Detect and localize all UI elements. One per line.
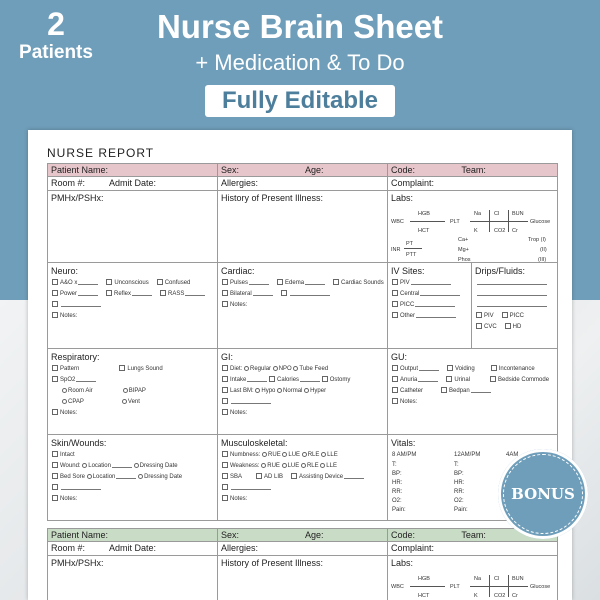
- cardiac-edema: Edema: [285, 280, 305, 286]
- team-label-2: Team:: [461, 530, 486, 540]
- history-row-2: [48, 556, 558, 600]
- lab-co2: CO2: [494, 228, 506, 234]
- gu-incontinence: Incontenance: [498, 366, 535, 372]
- patient-count-label: Patients: [19, 42, 93, 63]
- patient-name-field[interactable]: Patient Name:: [48, 164, 218, 177]
- gu-notes: Notes:: [400, 399, 418, 405]
- radio-icon[interactable]: [321, 452, 326, 457]
- resp-pattern: Pattern: [60, 366, 80, 372]
- patient-header-row: [48, 164, 558, 177]
- assessment-row-3: [48, 435, 558, 521]
- msk-numbness: Numbness:: [230, 452, 261, 458]
- lab-trop: Trop (I): [528, 237, 546, 243]
- labs-fishbone-diagram: [388, 204, 557, 263]
- drips-piv: PIV: [484, 313, 494, 319]
- gu-catheter: Catheter: [400, 388, 424, 394]
- msk-notes: Notes:: [230, 496, 248, 502]
- radio-icon[interactable]: [304, 388, 309, 393]
- checkbox-icon[interactable]: [222, 365, 228, 371]
- room-row-2: [48, 542, 558, 556]
- sex-label: Sex:: [221, 165, 240, 175]
- checkbox-icon[interactable]: [52, 484, 58, 490]
- gu-voiding: Voiding: [455, 366, 475, 372]
- checkbox-icon[interactable]: [322, 376, 328, 382]
- team-label: Team:: [461, 165, 486, 175]
- lab-na: Na: [474, 211, 482, 217]
- neuro-reflex: Reflex: [114, 291, 132, 297]
- gu-anuria: Anuria: [400, 377, 418, 383]
- gu-output: Output: [400, 366, 419, 372]
- cardiac-bilateral: Bilateral: [230, 291, 252, 297]
- checkbox-icon[interactable]: [222, 495, 228, 501]
- checkbox-icon[interactable]: [291, 473, 297, 479]
- skin-dressing-date-2: Dressing Date: [144, 474, 183, 480]
- vitals-title: Vitals:: [391, 438, 416, 448]
- checkbox-icon[interactable]: [441, 387, 447, 393]
- patient-count: 2: [47, 6, 65, 42]
- admit-date-label: Admit Date:: [109, 178, 157, 188]
- iv-picc: PICC: [400, 302, 415, 308]
- lab-inr: INR: [391, 247, 401, 253]
- checkbox-icon[interactable]: [157, 279, 163, 285]
- checkbox-icon[interactable]: [505, 323, 511, 329]
- patient-name-field-2[interactable]: Patient Name:: [48, 529, 218, 542]
- checkbox-icon[interactable]: [222, 473, 228, 479]
- checkbox-icon[interactable]: [222, 398, 228, 404]
- hpi-label-2: History of Present Illness:: [221, 558, 324, 568]
- resp-room-air: Room Air: [68, 388, 93, 394]
- iv-other: Other: [400, 313, 416, 319]
- skin-bed-sore: Bed Sore: [60, 474, 86, 480]
- gu-bedside: Bedside Commode: [498, 377, 550, 383]
- nurse-report-sheet: [28, 130, 572, 600]
- neuro-title: Neuro:: [51, 266, 79, 276]
- radio-icon[interactable]: [134, 463, 139, 468]
- checkbox-icon[interactable]: [222, 409, 228, 415]
- msk-title: Musculoskeletal:: [221, 438, 288, 448]
- checkbox-icon[interactable]: [476, 312, 482, 318]
- iv-sites-section[interactable]: [388, 263, 472, 349]
- gi-last-bm: Last BM:: [230, 388, 254, 394]
- msk-lle-2: LLE: [326, 463, 337, 469]
- assessment-row-2: [48, 349, 558, 435]
- lab-bun: BUN: [512, 211, 524, 217]
- lab-wbc-2: WBC: [391, 584, 404, 590]
- labs-field[interactable]: [388, 191, 558, 263]
- vitals-row-label: BP:: [392, 471, 402, 477]
- vitals-row-label: BP:: [454, 471, 464, 477]
- allergies-field[interactable]: Allergies:: [218, 177, 388, 191]
- gi-normal: Normal: [283, 388, 303, 394]
- radio-icon[interactable]: [293, 366, 298, 371]
- cardiac-section[interactable]: [218, 263, 388, 349]
- checkbox-icon[interactable]: [222, 301, 228, 307]
- vitals-row-label: O2:: [392, 498, 402, 504]
- room-label: Room #:: [51, 178, 86, 188]
- drips-section[interactable]: [472, 263, 558, 349]
- bonus-label: BONUS: [511, 485, 575, 503]
- neuro-unconscious: Unconscious: [114, 280, 149, 286]
- checkbox-icon[interactable]: [52, 290, 58, 296]
- msk-section[interactable]: [218, 435, 388, 521]
- vitals-row-label: HR:: [392, 480, 403, 486]
- patient-2-table: [47, 528, 558, 600]
- checkbox-icon[interactable]: [52, 365, 58, 371]
- radio-icon[interactable]: [282, 463, 287, 468]
- lab-ptt: PTT: [406, 252, 417, 258]
- radio-icon[interactable]: [87, 474, 92, 479]
- radio-icon[interactable]: [62, 388, 67, 393]
- radio-icon[interactable]: [255, 388, 260, 393]
- lab-plt-2: PLT: [450, 584, 460, 590]
- sex-age-field-2[interactable]: [218, 529, 388, 542]
- checkbox-icon[interactable]: [392, 387, 398, 393]
- radio-icon[interactable]: [301, 463, 306, 468]
- hpi-field-2[interactable]: [218, 556, 388, 600]
- labs-fishbone-diagram-2: [388, 569, 557, 600]
- vitals-row-label: RR:: [392, 489, 403, 495]
- history-row: [48, 191, 558, 263]
- radio-icon[interactable]: [244, 366, 249, 371]
- cardiac-title: Cardiac:: [221, 266, 255, 276]
- resp-notes: Notes:: [60, 410, 78, 416]
- gi-regular: Regular: [250, 366, 272, 372]
- lab-k-2: K: [474, 593, 478, 599]
- vitals-row-label: HR:: [454, 480, 465, 486]
- checkbox-icon[interactable]: [52, 376, 58, 382]
- msk-rle-2: RLE: [306, 463, 319, 469]
- skin-notes: Notes:: [60, 496, 78, 502]
- skin-location-2: Location: [92, 474, 116, 480]
- checkbox-icon[interactable]: [392, 365, 398, 371]
- checkbox-icon[interactable]: [52, 462, 58, 468]
- checkbox-icon[interactable]: [52, 312, 58, 318]
- radio-icon[interactable]: [82, 463, 87, 468]
- resp-title: Respiratory:: [51, 352, 100, 362]
- product-subtitle: + Medication & To Do: [195, 50, 405, 75]
- code-label-2: Code:: [391, 530, 416, 540]
- lab-ca: Ca+: [458, 237, 469, 243]
- resp-cpap: CPAP: [68, 399, 84, 405]
- radio-icon[interactable]: [262, 452, 267, 457]
- lab-wbc: WBC: [391, 219, 404, 225]
- neuro-confused: Confused: [164, 280, 191, 286]
- skin-title: Skin/Wounds:: [51, 438, 107, 448]
- neuro-rass: RASS: [168, 291, 185, 297]
- lab-hgb: HGB: [418, 211, 430, 217]
- resp-bipap: BIPAP: [128, 388, 146, 394]
- skin-dressing-date: Dressing Date: [139, 463, 178, 469]
- gu-title: GU:: [391, 352, 408, 362]
- room-row: [48, 177, 558, 191]
- gi-intake: Intake: [230, 377, 247, 383]
- checkbox-icon[interactable]: [392, 398, 398, 404]
- complaint-field[interactable]: Complaint:: [388, 177, 558, 191]
- resp-spo2: SpO2: [60, 377, 76, 383]
- checkbox-icon[interactable]: [52, 495, 58, 501]
- radio-icon[interactable]: [261, 463, 266, 468]
- pmhx-label: PMHx/PSHx:: [51, 193, 104, 203]
- iv-central: Central: [400, 291, 420, 297]
- checkbox-icon[interactable]: [222, 451, 228, 457]
- msk-lle: LLE: [327, 452, 338, 458]
- skin-section[interactable]: [48, 435, 218, 521]
- neuro-power: Power: [60, 291, 78, 297]
- lab-glucose: Glucose: [530, 219, 551, 225]
- checkbox-icon[interactable]: [392, 290, 398, 296]
- msk-lue-2: LUE: [287, 463, 300, 469]
- gi-title: GI:: [221, 352, 234, 362]
- pmhx-field[interactable]: [48, 191, 218, 263]
- assessment-row-1: [48, 263, 558, 349]
- respiratory-section[interactable]: [48, 349, 218, 435]
- checkbox-icon[interactable]: [52, 451, 58, 457]
- checkbox-icon[interactable]: [222, 279, 228, 285]
- lab-cl-2: Cl: [494, 576, 500, 582]
- lab-bun-2: BUN: [512, 576, 524, 582]
- hpi-field[interactable]: [218, 191, 388, 263]
- gu-section[interactable]: [388, 349, 558, 435]
- checkbox-icon[interactable]: [392, 301, 398, 307]
- code-label: Code:: [391, 165, 416, 175]
- vitals-row-label: T:: [392, 462, 397, 468]
- lab-hct: HCT: [418, 228, 430, 234]
- drips-picc: PICC: [509, 313, 525, 319]
- radio-icon[interactable]: [138, 474, 143, 479]
- code-team-field[interactable]: [388, 164, 558, 177]
- checkbox-icon[interactable]: [502, 312, 508, 318]
- sex-age-field[interactable]: [218, 164, 388, 177]
- checkbox-icon[interactable]: [392, 279, 398, 285]
- cardiac-sounds: Cardiac Sounds: [341, 280, 384, 286]
- vitals-row-label: Pain:: [392, 507, 406, 513]
- msk-lue: LUE: [288, 452, 301, 458]
- patient-header-row-2: [48, 529, 558, 542]
- checkbox-icon[interactable]: [160, 290, 166, 296]
- msk-ad-lib: AD LIB: [264, 474, 284, 480]
- lab-plt: PLT: [450, 219, 460, 225]
- lab-cl: Cl: [494, 211, 500, 217]
- room-label-2: Room #:: [51, 543, 86, 553]
- lab-phos: Phos: [458, 257, 471, 263]
- resp-lung-sounds: Lungs Sound: [127, 366, 163, 372]
- admit-date-label-2: Admit Date:: [109, 543, 157, 553]
- lab-trop-2: (II): [540, 247, 547, 253]
- msk-rue-2: RUE: [267, 463, 280, 469]
- cardiac-notes: Notes:: [230, 302, 248, 308]
- skin-intact: Intact: [60, 452, 75, 458]
- lab-co2-2: CO2: [494, 593, 506, 599]
- labs-label: Labs:: [391, 193, 414, 203]
- checkbox-icon[interactable]: [446, 376, 452, 382]
- gi-diet: Diet:: [230, 366, 243, 372]
- age-label: Age:: [305, 165, 324, 175]
- drips-title: Drips/Fluids:: [475, 266, 526, 276]
- checkbox-icon[interactable]: [269, 376, 275, 382]
- gu-bedpan: Bedpan: [449, 388, 470, 394]
- msk-rue: RUE: [268, 452, 281, 458]
- room-admit-field-2[interactable]: [48, 542, 218, 556]
- gu-urinal: Urinal: [454, 377, 471, 383]
- checkbox-icon[interactable]: [476, 323, 482, 329]
- checkbox-icon[interactable]: [281, 290, 287, 296]
- checkbox-icon[interactable]: [222, 290, 228, 296]
- checkbox-icon[interactable]: [106, 290, 112, 296]
- resp-vent: Vent: [127, 399, 140, 405]
- lab-mg: Mg+: [458, 247, 469, 253]
- hpi-label: History of Present Illness:: [221, 193, 324, 203]
- checkbox-icon[interactable]: [222, 376, 228, 382]
- neuro-notes: Notes:: [60, 313, 78, 319]
- radio-icon[interactable]: [123, 388, 128, 393]
- bonus-badge: [498, 449, 588, 539]
- editable-badge: Fully Editable: [205, 85, 395, 117]
- checkbox-icon[interactable]: [447, 365, 453, 371]
- radio-icon[interactable]: [320, 463, 325, 468]
- report-title: NURSE REPORT: [47, 146, 155, 160]
- checkbox-icon[interactable]: [277, 279, 283, 285]
- checkbox-icon[interactable]: [52, 279, 58, 285]
- gi-ostomy: Ostomy: [329, 377, 351, 383]
- complaint-field-2[interactable]: Complaint:: [388, 542, 558, 556]
- checkbox-icon[interactable]: [222, 484, 228, 490]
- drips-cvc: CVC: [484, 324, 497, 330]
- lab-na-2: Na: [474, 576, 482, 582]
- checkbox-icon[interactable]: [392, 312, 398, 318]
- iv-title: IV Sites:: [391, 266, 425, 276]
- lab-k: K: [474, 228, 478, 234]
- gi-notes: Notes:: [230, 410, 248, 416]
- checkbox-icon[interactable]: [256, 473, 262, 479]
- lab-hgb-2: HGB: [418, 576, 430, 582]
- product-title: Nurse Brain Sheet: [156, 8, 444, 45]
- msk-rle: RLE: [307, 452, 320, 458]
- checkbox-icon[interactable]: [392, 376, 398, 382]
- gi-section[interactable]: [218, 349, 388, 435]
- skin-location: Location: [88, 463, 111, 469]
- msk-assist: Assisting Device: [299, 474, 344, 480]
- age-label-2: Age:: [305, 530, 324, 540]
- vitals-row-label: T:: [454, 462, 459, 468]
- vitals-row-label: Pain:: [454, 507, 468, 513]
- vitals-time-3: 4AM: [506, 452, 519, 458]
- gi-npo: NPO: [278, 366, 292, 372]
- vitals-row-label: O2:: [454, 498, 464, 504]
- radio-icon[interactable]: [302, 452, 307, 457]
- radio-icon[interactable]: [277, 388, 282, 393]
- vitals-time-2: 12AM/PM: [454, 452, 481, 458]
- iv-piv: PIV: [400, 280, 410, 286]
- checkbox-icon[interactable]: [52, 409, 58, 415]
- vitals-row-label: RR:: [454, 489, 465, 495]
- allergies-field-2[interactable]: Allergies:: [218, 542, 388, 556]
- radio-icon[interactable]: [273, 366, 278, 371]
- lab-pt: PT: [406, 241, 414, 247]
- checkbox-icon[interactable]: [52, 473, 58, 479]
- gi-hypo: Hypo: [261, 388, 276, 394]
- neuro-ao: A&O x: [60, 280, 78, 286]
- checkbox-icon[interactable]: [52, 301, 58, 307]
- pmhx-field-2[interactable]: [48, 556, 218, 600]
- drips-hd: HD: [512, 324, 522, 330]
- radio-icon[interactable]: [282, 452, 287, 457]
- patient-1-table: [47, 163, 558, 521]
- lab-trop-3: (III): [538, 257, 547, 263]
- lab-hct-2: HCT: [418, 593, 430, 599]
- checkbox-icon[interactable]: [119, 365, 125, 371]
- gi-hyper: Hyper: [310, 388, 327, 394]
- msk-weakness: Weakness:: [230, 463, 260, 469]
- msk-sba: SBA: [230, 474, 243, 480]
- skin-wound: Wound:: [60, 463, 81, 469]
- radio-icon[interactable]: [62, 399, 67, 404]
- checkbox-icon[interactable]: [222, 387, 228, 393]
- checkbox-icon[interactable]: [333, 279, 339, 285]
- cardiac-pulses: Pulses: [230, 280, 249, 286]
- checkbox-icon[interactable]: [222, 462, 228, 468]
- gi-tube-feed: Tube Feed: [299, 366, 329, 372]
- lab-cr: Cr: [512, 228, 518, 234]
- pmhx-label-2: PMHx/PSHx:: [51, 558, 104, 568]
- vitals-time-1: 8 AM/PM: [392, 452, 417, 458]
- neuro-section[interactable]: [48, 263, 218, 349]
- labs-label-2: Labs:: [391, 558, 414, 568]
- room-admit-field[interactable]: [48, 177, 218, 191]
- radio-icon[interactable]: [122, 399, 127, 404]
- checkbox-icon[interactable]: [491, 365, 497, 371]
- checkbox-icon[interactable]: [106, 279, 112, 285]
- labs-field-2[interactable]: [388, 556, 558, 600]
- lab-cr-2: Cr: [512, 593, 518, 599]
- sex-label-2: Sex:: [221, 530, 240, 540]
- checkbox-icon[interactable]: [490, 376, 496, 382]
- lab-glucose-2: Glucose: [530, 584, 551, 590]
- gi-calories: Calories: [277, 377, 300, 383]
